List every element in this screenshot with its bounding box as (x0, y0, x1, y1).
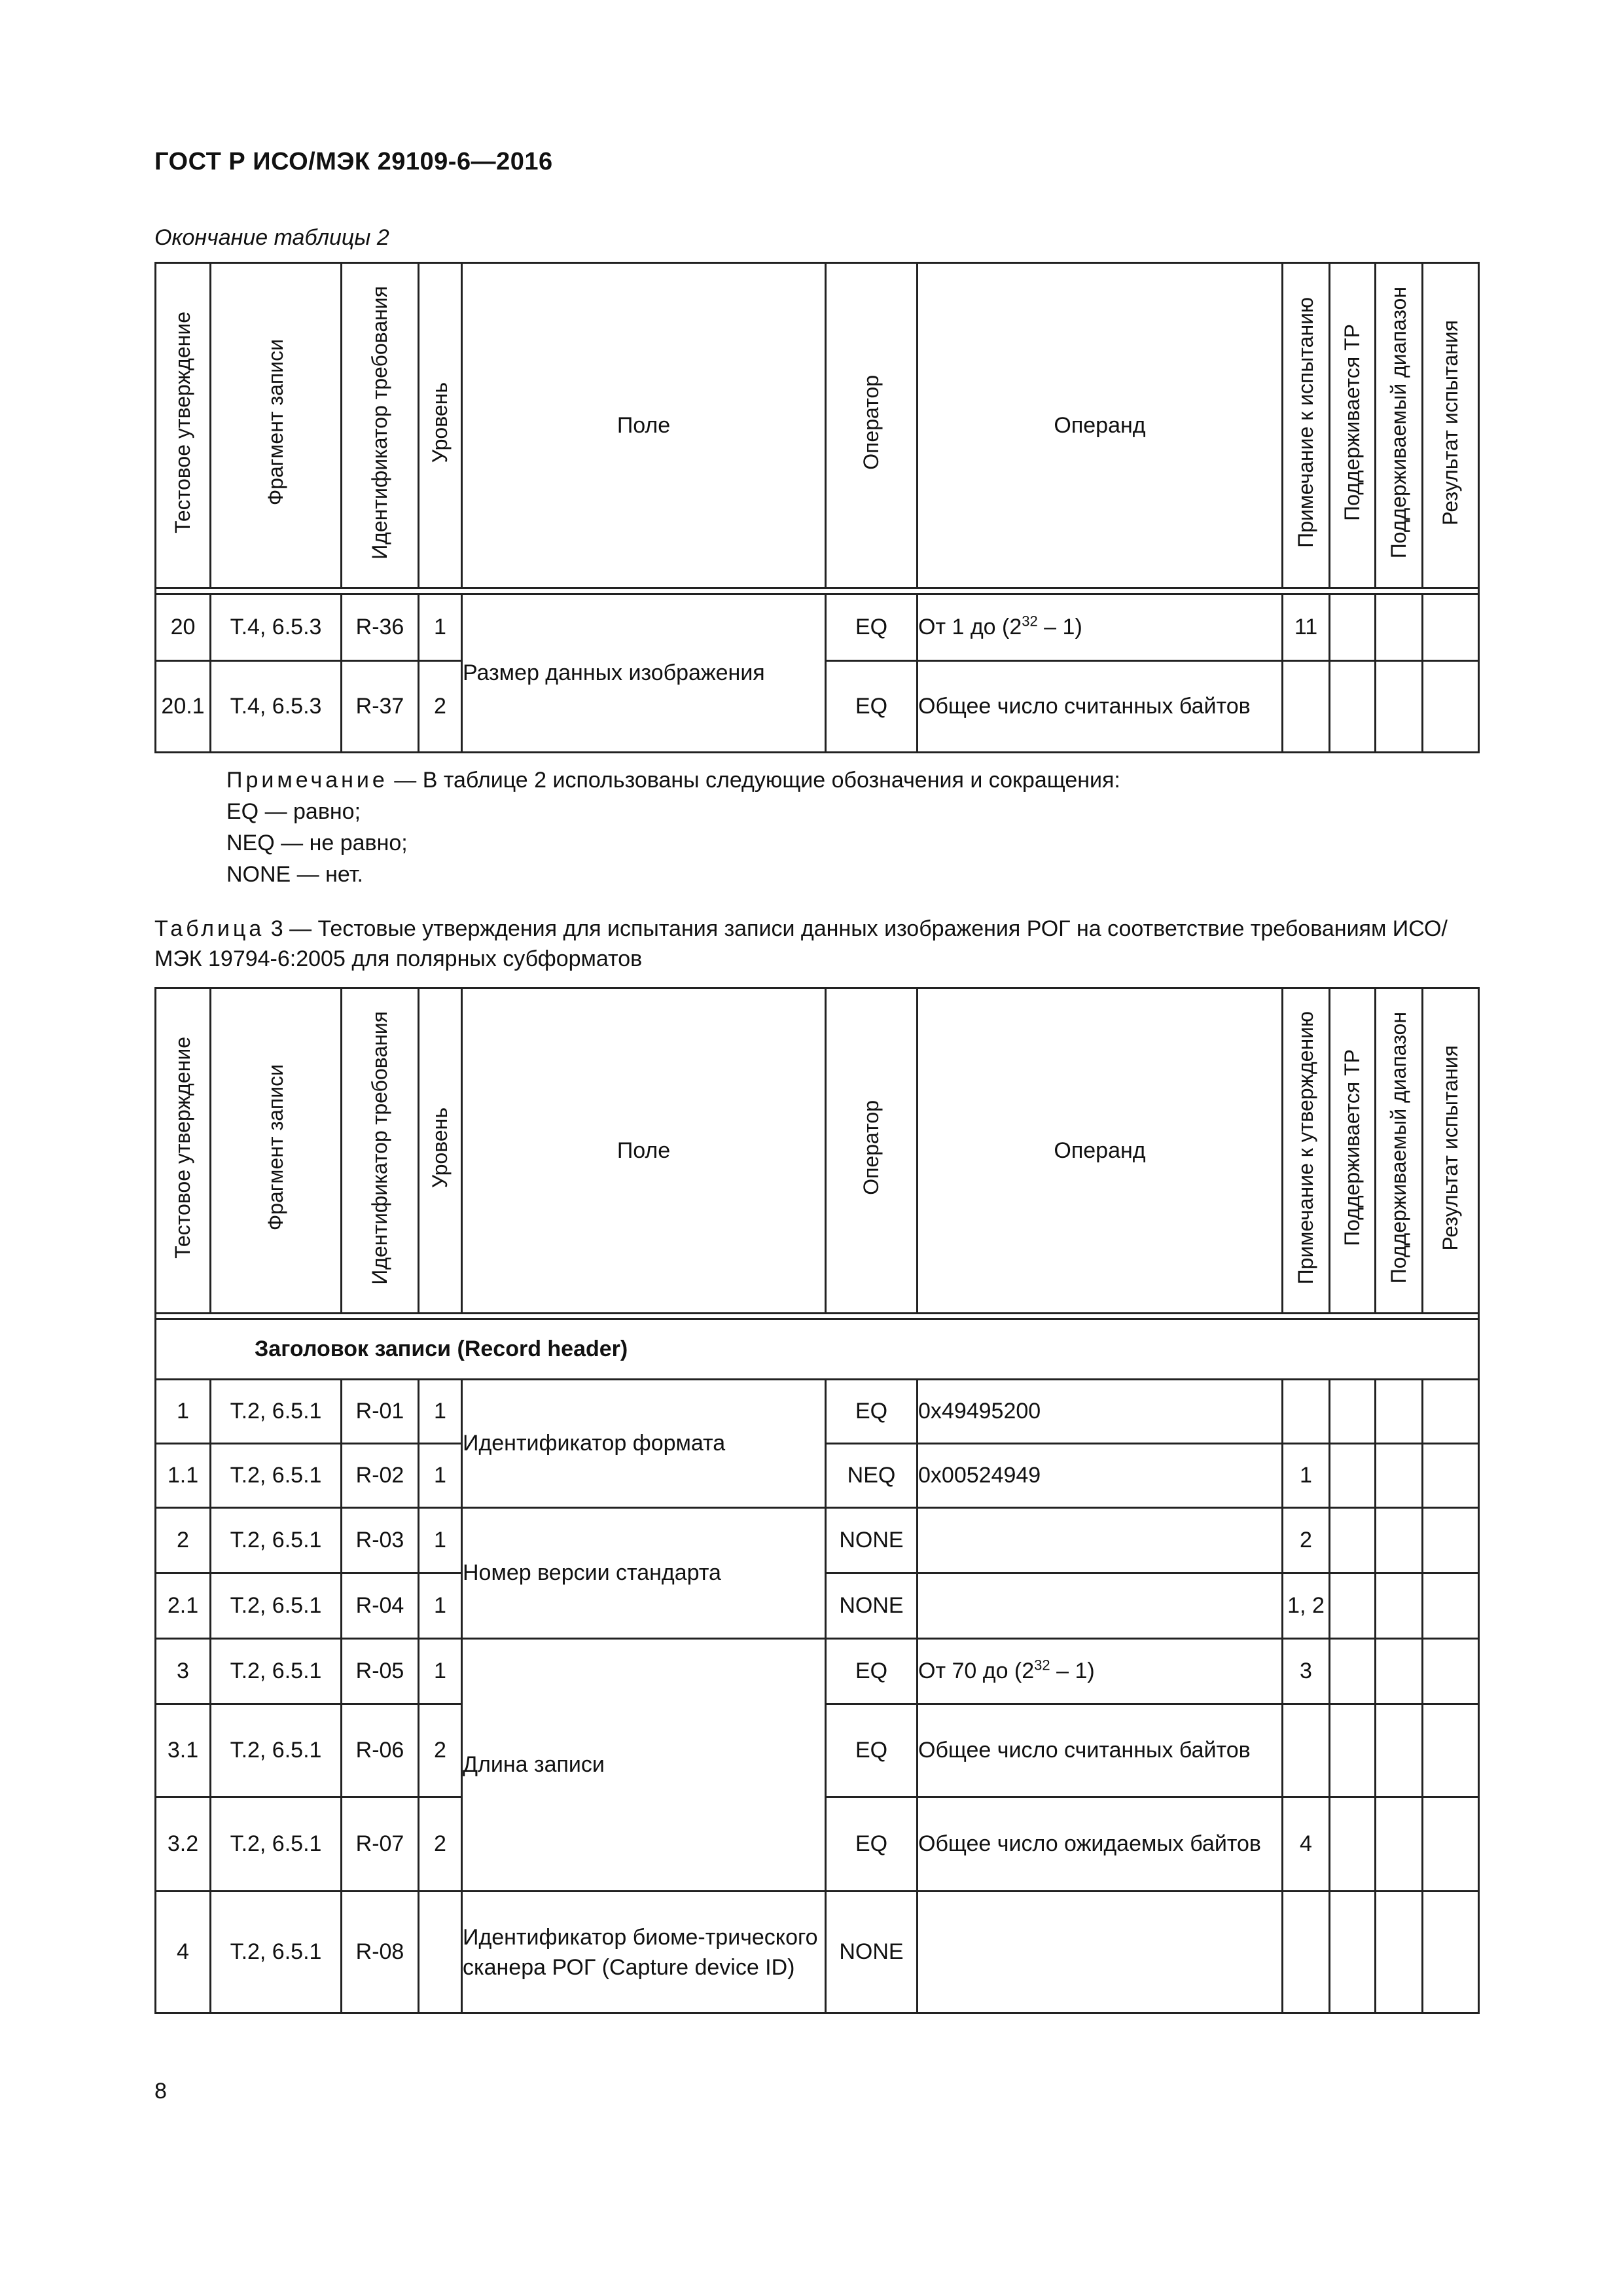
cell-fragment: Т.2, 6.5.1 (211, 1508, 342, 1573)
col-header-fragment: Фрагмент записи (264, 339, 287, 506)
cell-operand: От 1 до $(2^{32} - 1)$ (918, 594, 1283, 661)
col-header-result: Результат испытания (1438, 319, 1462, 526)
cell-assertion: 3 (156, 1639, 211, 1704)
cell-operator: EQ (826, 1380, 918, 1444)
cell-assertion: 3.1 (156, 1704, 211, 1797)
table-row (156, 1892, 1479, 2013)
cell-operand: 0x00524949 (918, 1444, 1283, 1508)
cell-fragment: Т.2, 6.5.1 (211, 1639, 342, 1704)
cell-operator: NEQ (826, 1444, 918, 1508)
cell-note: 1, 2 (1283, 1573, 1330, 1639)
cell-req-id: R-08 (342, 1892, 419, 2013)
cell-fragment: Т.2, 6.5.1 (211, 1892, 342, 2013)
cell-fragment: Т.4, 6.5.3 (211, 661, 342, 753)
table-2 (154, 262, 1480, 753)
col-header-req-id: Идентификатор требования (368, 285, 391, 560)
cell-note (1283, 1704, 1330, 1797)
col-header-field: Поле (462, 988, 826, 1314)
table-row (156, 594, 1479, 661)
cell-supported (1330, 1704, 1376, 1797)
col-header-fragment: Фрагмент записи (264, 1064, 287, 1231)
section-row (156, 1319, 1479, 1380)
cell-supported (1330, 594, 1376, 661)
col-header-operator: Оператор (859, 1100, 883, 1195)
cell-result (1423, 1444, 1479, 1508)
cell-range (1376, 1797, 1423, 1892)
cell-operand (918, 1892, 1283, 2013)
note-item: NEQ — не равно; (226, 831, 408, 855)
cell-note (1283, 1892, 1330, 2013)
cell-result (1423, 1573, 1479, 1639)
table-header-row (156, 988, 1479, 1314)
table-row (156, 1639, 1479, 1704)
cell-fragment: Т.2, 6.5.1 (211, 1444, 342, 1508)
cell-assertion: 2 (156, 1508, 211, 1573)
cell-level: 1 (419, 1573, 462, 1639)
cell-assertion: 1 (156, 1380, 211, 1444)
cell-req-id: R-02 (342, 1444, 419, 1508)
cell-assertion: 20 (156, 594, 211, 661)
cell-note: 2 (1283, 1508, 1330, 1573)
col-header-level: Уровень (428, 1107, 452, 1189)
cell-supported (1330, 661, 1376, 753)
cell-result (1423, 594, 1479, 661)
cell-result (1423, 1639, 1479, 1704)
cell-supported (1330, 1380, 1376, 1444)
note-item: NONE — нет. (226, 862, 363, 887)
cell-field: Идентификатор формата (462, 1380, 826, 1508)
table-3 (154, 987, 1480, 2014)
cell-operator: NONE (826, 1508, 918, 1573)
col-header-supported: Поддерживается ТР (1340, 324, 1364, 521)
header-separator (156, 588, 1479, 594)
cell-range (1376, 1704, 1423, 1797)
cell-result (1423, 1704, 1479, 1797)
cell-level: 2 (419, 1704, 462, 1797)
cell-result (1423, 1797, 1479, 1892)
cell-range (1376, 1892, 1423, 2013)
note-block (226, 764, 1120, 890)
col-header-result: Результат испытания (1438, 1045, 1462, 1251)
cell-supported (1330, 1573, 1376, 1639)
cell-note: 4 (1283, 1797, 1330, 1892)
col-header-operand: Операнд (918, 988, 1283, 1314)
table-row (156, 1508, 1479, 1573)
cell-level: 2 (419, 661, 462, 753)
cell-range (1376, 1639, 1423, 1704)
cell-assertion: 3.2 (156, 1797, 211, 1892)
cell-operand: От 70 до $(2^{32} - 1)$ (918, 1639, 1283, 1704)
col-header-operator: Оператор (859, 375, 883, 470)
col-header-supported: Поддерживается ТР (1340, 1049, 1364, 1246)
cell-req-id: R-36 (342, 594, 419, 661)
cell-operator: NONE (826, 1892, 918, 2013)
cell-range (1376, 661, 1423, 753)
col-header-req-id: Идентификатор требования (368, 1011, 391, 1285)
cell-operator: NONE (826, 1573, 918, 1639)
page-number: 8 (154, 2079, 167, 2104)
note-text: — В таблице 2 использованы следующие обозначения и сокращения: (387, 768, 1120, 793)
cell-supported (1330, 1797, 1376, 1892)
document-header: ГОСТ Р ИСО/МЭК 29109-6—2016 (154, 148, 553, 175)
cell-result (1423, 1380, 1479, 1444)
cell-operand (918, 1508, 1283, 1573)
cell-supported (1330, 1892, 1376, 2013)
cell-req-id: R-05 (342, 1639, 419, 1704)
cell-range (1376, 1508, 1423, 1573)
col-header-operand: Операнд (918, 263, 1283, 588)
cell-fragment: Т.2, 6.5.1 (211, 1797, 342, 1892)
cell-note: 11 (1283, 594, 1330, 661)
cell-level: 1 (419, 1444, 462, 1508)
cell-level: 1 (419, 1380, 462, 1444)
table2-caption: Окончание таблицы 2 (154, 225, 389, 250)
cell-operand: Общее число считанных байтов (918, 661, 1283, 753)
cell-operator: EQ (826, 594, 918, 661)
col-header-note: Примечание к испытанию (1294, 297, 1317, 548)
cell-operand (918, 1573, 1283, 1639)
cell-req-id: R-04 (342, 1573, 419, 1639)
cell-fragment: Т.2, 6.5.1 (211, 1380, 342, 1444)
note-line (226, 764, 1120, 796)
table-row (156, 1380, 1479, 1444)
cell-field: Длина записи (462, 1639, 826, 1892)
cell-result (1423, 1892, 1479, 2013)
col-header-assertion: Тестовое утверждение (171, 1037, 194, 1259)
cell-note (1283, 661, 1330, 753)
cell-operator: EQ (826, 1704, 918, 1797)
cell-level: 1 (419, 1639, 462, 1704)
cell-range (1376, 1380, 1423, 1444)
cell-field: Размер данных изображения (462, 594, 826, 753)
cell-supported (1330, 1639, 1376, 1704)
cell-req-id: R-07 (342, 1797, 419, 1892)
cell-fragment: Т.4, 6.5.3 (211, 594, 342, 661)
col-header-range: Поддерживаемый диапазон (1387, 1011, 1410, 1284)
table-header-row (156, 263, 1479, 588)
cell-operator: EQ (826, 1639, 918, 1704)
cell-level: 2 (419, 1797, 462, 1892)
cell-field: Идентификатор биоме-трического сканера РОГ (Capture device ID) (462, 1892, 826, 2013)
cell-range (1376, 1573, 1423, 1639)
cell-operand: 0x49495200 (918, 1380, 1283, 1444)
header-separator (156, 1314, 1479, 1319)
cell-fragment: Т.2, 6.5.1 (211, 1573, 342, 1639)
cell-assertion: 2.1 (156, 1573, 211, 1639)
cell-req-id: R-03 (342, 1508, 419, 1573)
cell-range (1376, 1444, 1423, 1508)
note-label: Примечание (226, 768, 388, 793)
cell-operand: Общее число считанных байтов (918, 1704, 1283, 1797)
cell-result (1423, 1508, 1479, 1573)
cell-supported (1330, 1508, 1376, 1573)
cell-assertion: 1.1 (156, 1444, 211, 1508)
cell-fragment: Т.2, 6.5.1 (211, 1704, 342, 1797)
cell-level: 1 (419, 594, 462, 661)
col-header-field: Поле (462, 263, 826, 588)
cell-req-id: R-37 (342, 661, 419, 753)
cell-operator: EQ (826, 1797, 918, 1892)
cell-req-id: R-06 (342, 1704, 419, 1797)
col-header-range: Поддерживаемый диапазон (1387, 286, 1410, 559)
table3-caption: Таблица 3 — Тестовые утверждения для испытания записи данных изображения РОГ на соответствие требованиям ИСО/МЭК 19794-6:2005 для полярных субформатов (154, 916, 1448, 971)
cell-supported (1330, 1444, 1376, 1508)
cell-range (1376, 594, 1423, 661)
cell-result (1423, 661, 1479, 753)
col-header-note: Примечание к утверждению (1294, 1011, 1317, 1285)
section-title: Заголовок записи (Record header) (156, 1319, 1479, 1380)
cell-field: Номер версии стандарта (462, 1508, 826, 1639)
cell-level: 1 (419, 1508, 462, 1573)
note-item: EQ — равно; (226, 799, 361, 824)
cell-level (419, 1892, 462, 2013)
cell-operator: EQ (826, 661, 918, 753)
cell-assertion: 20.1 (156, 661, 211, 753)
cell-note (1283, 1380, 1330, 1444)
cell-note: 1 (1283, 1444, 1330, 1508)
cell-req-id: R-01 (342, 1380, 419, 1444)
cell-note: 3 (1283, 1639, 1330, 1704)
cell-assertion: 4 (156, 1892, 211, 2013)
col-header-level: Уровень (428, 382, 452, 463)
col-header-assertion: Тестовое утверждение (171, 312, 194, 533)
cell-operand: Общее число ожидаемых байтов (918, 1797, 1283, 1892)
